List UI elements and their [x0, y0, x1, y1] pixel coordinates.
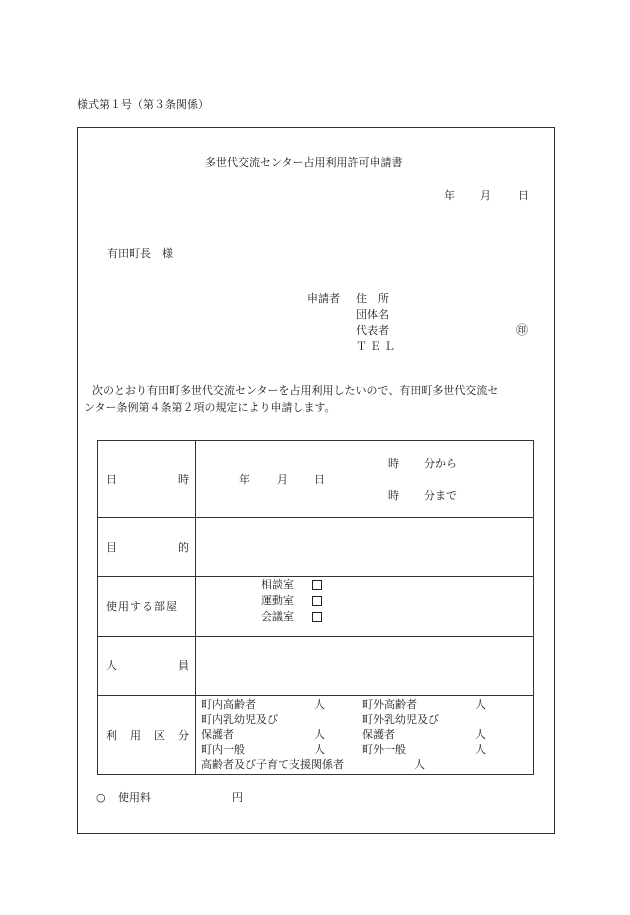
support-unit: 人 — [414, 758, 425, 771]
application-table — [97, 440, 534, 775]
applicant-address: 住 所 — [356, 292, 389, 305]
datetime-label-1: 日 — [106, 473, 117, 486]
applicant-label: 申請者 — [307, 292, 340, 305]
applicant-tel: ＴＥＬ — [356, 340, 398, 353]
purpose-label-1: 目 — [106, 541, 117, 554]
time-to-hour-field[interactable]: 時 — [388, 489, 399, 502]
room-exercise: 運動室 — [261, 594, 294, 607]
seal-mark: ㊞ — [516, 323, 529, 337]
date-day: 日 — [518, 189, 529, 202]
date-month: 月 — [480, 189, 491, 202]
room-meeting-checkbox[interactable] — [312, 612, 322, 622]
in-general-unit: 人 — [314, 743, 325, 756]
people-label-1: 人 — [106, 659, 117, 672]
out-elderly-label: 町外高齢者 — [362, 698, 417, 711]
rooms-label: 使用する部屋 — [106, 600, 178, 613]
addressee: 有田町長 様 — [107, 247, 173, 260]
in-child-unit: 人 — [314, 728, 325, 741]
out-general-unit: 人 — [475, 743, 486, 756]
form-title: 多世代交流センター占用利用許可申請書 — [205, 156, 403, 169]
applicant-group: 団体名 — [356, 308, 389, 321]
out-general-label: 町外一般 — [362, 743, 406, 756]
room-consultation: 相談室 — [261, 578, 294, 591]
row-divider — [98, 695, 533, 696]
usage-label-char: 分 — [178, 729, 189, 742]
support-label: 高齢者及び子育て支援関係者 — [201, 758, 344, 771]
people-label-2: 員 — [178, 659, 189, 672]
row-divider — [98, 517, 533, 518]
label-column-divider — [195, 441, 196, 774]
usage-label-char: 利 — [106, 729, 117, 742]
room-consultation-checkbox[interactable] — [312, 580, 322, 590]
time-to-minute-field[interactable]: 分まで — [424, 489, 457, 502]
out-child-label-2: 保護者 — [362, 728, 395, 741]
room-exercise-checkbox[interactable] — [312, 596, 322, 606]
room-meeting: 会議室 — [261, 610, 294, 623]
out-child-label-1: 町外乳幼児及び — [362, 713, 439, 726]
fee-label: 使用料 — [118, 791, 151, 804]
form-number: 様式第１号（第３条関係） — [77, 98, 209, 111]
in-child-label-1: 町内乳幼児及び — [201, 713, 278, 726]
in-child-label-2: 保護者 — [201, 728, 234, 741]
date-year: 年 — [444, 189, 455, 202]
row-divider — [98, 576, 533, 577]
usage-label-char: 用 — [130, 729, 141, 742]
body-text-line-2: ンター条例第４条第２項の規定により申請します。 — [84, 401, 336, 414]
body-text-line-1: 次のとおり有田町多世代交流センターを占用利用したいので、有田町多世代交流セ — [92, 384, 499, 397]
out-elderly-unit: 人 — [475, 698, 486, 711]
date-year-field[interactable]: 年 — [239, 473, 250, 486]
in-elderly-label: 町内高齢者 — [201, 698, 256, 711]
fee-unit: 円 — [232, 791, 243, 804]
time-from-hour-field[interactable]: 時 — [388, 457, 399, 470]
out-child-unit: 人 — [475, 728, 486, 741]
fee-bullet: ○ — [96, 791, 106, 804]
in-elderly-unit: 人 — [314, 698, 325, 711]
applicant-representative: 代表者 — [356, 324, 389, 337]
time-from-minute-field[interactable]: 分から — [424, 457, 457, 470]
usage-label-char: 区 — [154, 729, 165, 742]
in-general-label: 町内一般 — [201, 743, 245, 756]
purpose-label-2: 的 — [178, 541, 189, 554]
row-divider — [98, 636, 533, 637]
date-day-field[interactable]: 日 — [314, 473, 325, 486]
date-month-field[interactable]: 月 — [277, 473, 288, 486]
datetime-label-2: 時 — [178, 473, 189, 486]
